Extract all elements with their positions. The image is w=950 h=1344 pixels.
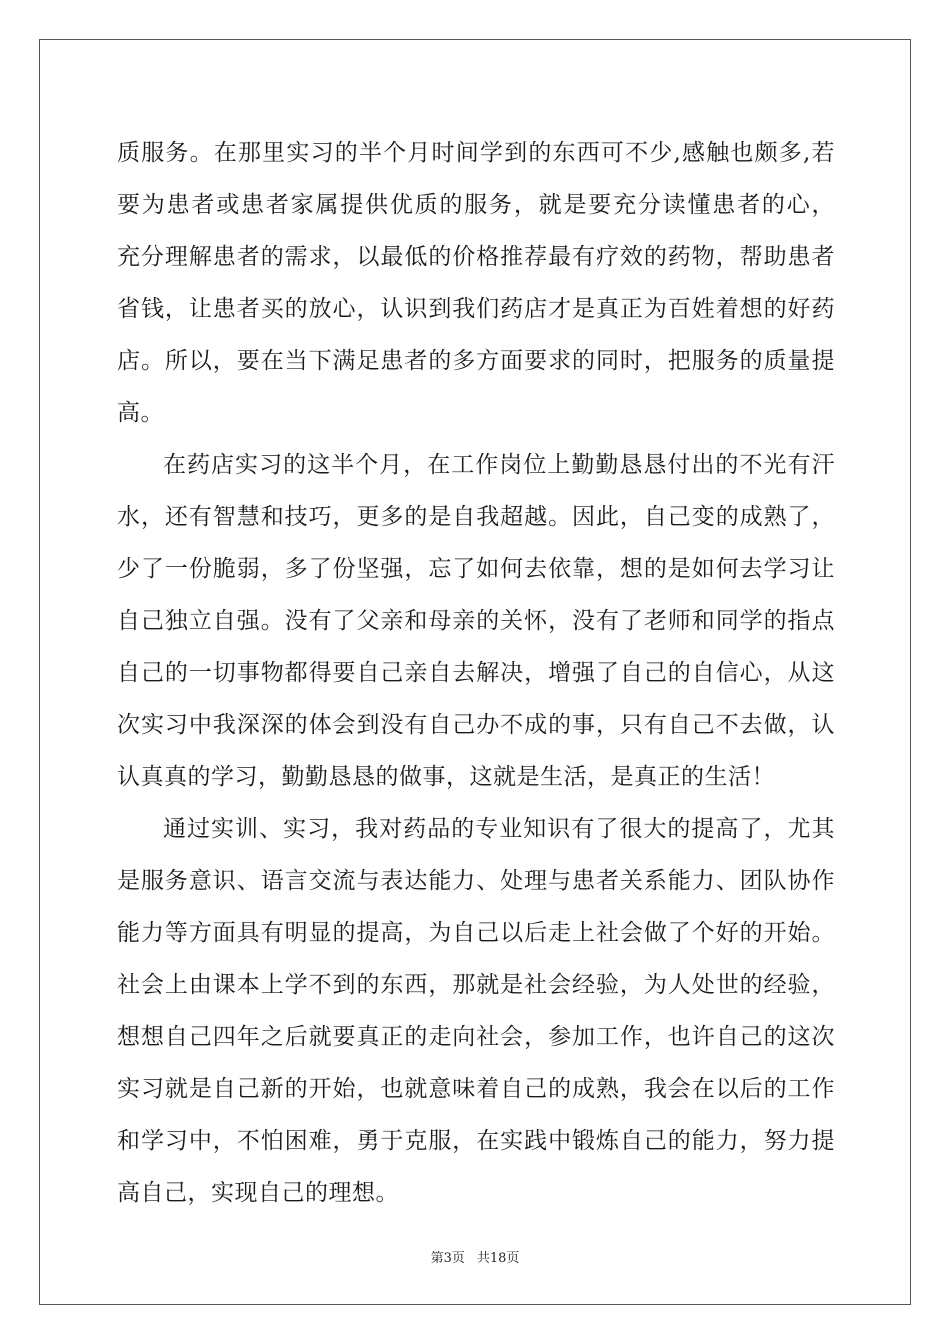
text-line: 次实习中我深深的体会到没有自己办不成的事，只有自己不去做，认 <box>117 712 835 738</box>
page-number: 第3页 <box>430 1251 465 1266</box>
page-footer <box>0 1247 950 1266</box>
document-body <box>117 127 835 1219</box>
text-line: 是服务意识、语言交流与表达能力、处理与患者关系能力、团队协作 <box>117 868 835 894</box>
text-line: 省钱，让患者买的放心，认识到我们药店才是真正为百姓着想的好药 <box>117 296 835 322</box>
text-line: 自己的一切事物都得要自己亲自去解决，增强了自己的自信心，从这 <box>117 660 835 686</box>
text-line: 少了一份脆弱，多了份坚强，忘了如何去依靠，想的是如何去学习让 <box>117 556 835 582</box>
text-line: 高自己，实现自己的理想。 <box>117 1180 399 1206</box>
text-line: 认真真的学习，勤勤恳恳的做事，这就是生活，是真正的生活！ <box>117 764 775 790</box>
text-line: 想想自己四年之后就要真正的走向社会，参加工作，也许自己的这次 <box>117 1024 835 1050</box>
text-line: 质服务。在那里实习的半个月时间学到的东西可不少,感触也颇多,若 <box>117 140 835 166</box>
text-line: 要为患者或患者家属提供优质的服务，就是要充分读懂患者的心， <box>117 192 835 218</box>
text-line: 社会上由课本上学不到的东西，那就是社会经验，为人处世的经验， <box>117 972 835 998</box>
text-line: 自己独立自强。没有了父亲和母亲的关怀，没有了老师和同学的指点 <box>117 608 835 634</box>
text-line: 能力等方面具有明显的提高，为自己以后走上社会做了个好的开始。 <box>117 920 835 946</box>
text-line: 通过实训、实习，我对药品的专业知识有了很大的提高了，尤其 <box>163 816 835 842</box>
text-line: 充分理解患者的需求，以最低的价格推荐最有疗效的药物，帮助患者 <box>117 244 835 270</box>
text-line: 实习就是自己新的开始，也就意味着自己的成熟，我会在以后的工作 <box>117 1076 835 1102</box>
text-line: 店。所以，要在当下满足患者的多方面要求的同时，把服务的质量提 <box>117 348 835 374</box>
total-pages: 共18页 <box>476 1251 520 1266</box>
text-line: 在药店实习的这半个月，在工作岗位上勤勤恳恳付出的不光有汗 <box>163 452 835 478</box>
text-line: 水，还有智慧和技巧，更多的是自我超越。因此，自己变的成熟了， <box>117 504 835 530</box>
paragraph-2 <box>117 439 835 803</box>
text-line: 高。 <box>117 400 164 426</box>
paragraph-1 <box>117 127 835 439</box>
text-line: 和学习中，不怕困难，勇于克服，在实践中锻炼自己的能力，努力提 <box>117 1128 835 1154</box>
paragraph-3 <box>117 803 835 1219</box>
